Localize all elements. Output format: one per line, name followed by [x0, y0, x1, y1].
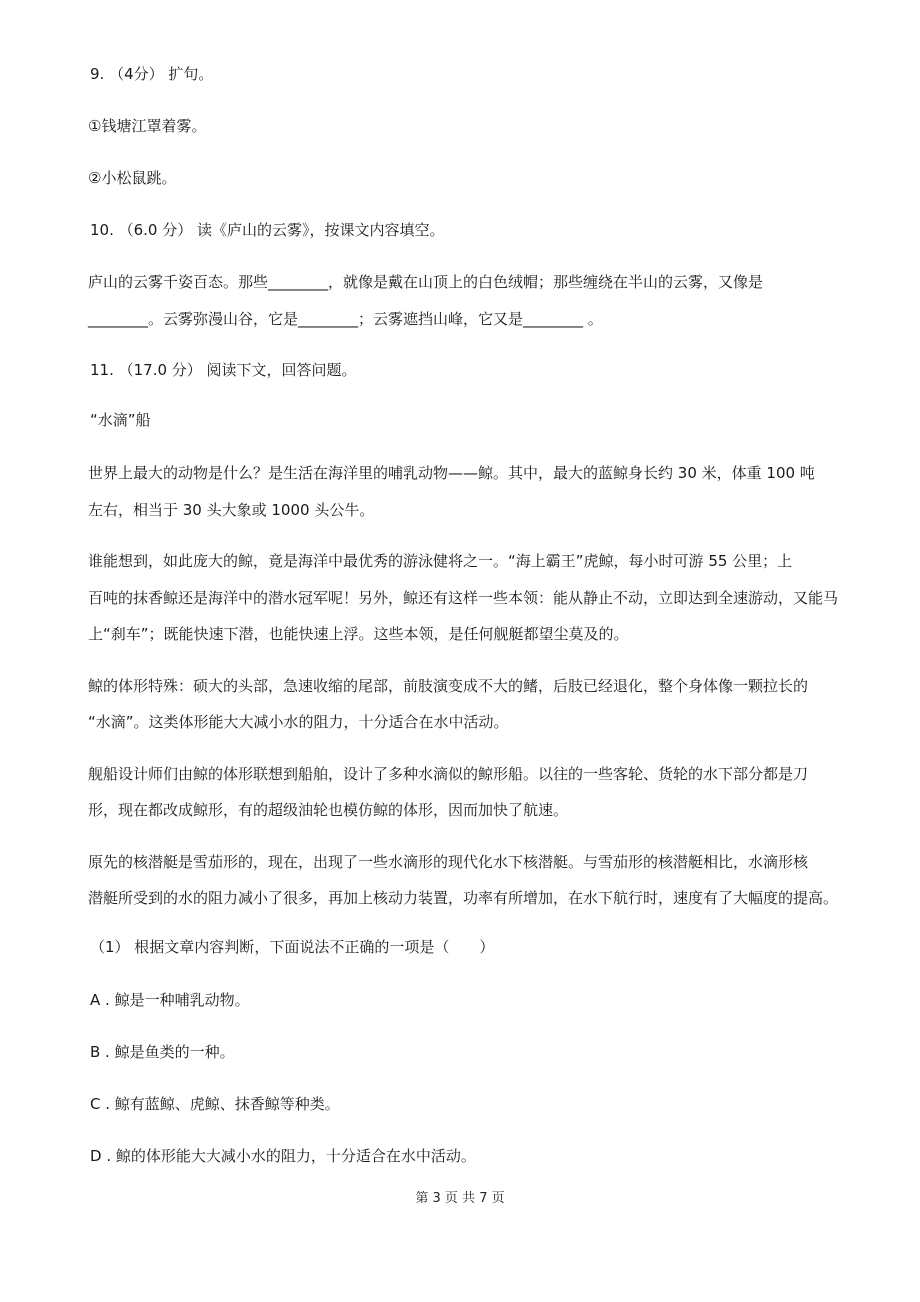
passage-p2-line-3: 上“刹车”；既能快速下潜，也能快速上浮。这些本领，是任何舰艇都望尘莫及的。 [88, 625, 629, 643]
passage-title: “水滴”船 [90, 411, 151, 429]
q10-text-line-2: ________。云雾弥漫山谷，它是________；云雾遮挡山峰，它又是________ 。 [88, 310, 603, 328]
passage-p4-line-2: 形，现在都改成鲸形，有的超级油轮也模仿鲸的体形，因而加快了航速。 [88, 801, 569, 819]
passage-p5-line-2: 潜艇所受到的水的阻力减小了很多，再加上核动力装置，功率有所增加，在水下航行时，速度有了大幅度的提高。 [88, 889, 839, 907]
option-b: B . 鲸是鱼类的一种。 [90, 1043, 235, 1061]
sub-question-1: （1） 根据文章内容判断，下面说法不正确的一项是（ ） [90, 938, 495, 956]
option-c: C . 鲸有蓝鲸、虎鲸、抹香鲸等种类。 [90, 1095, 340, 1113]
q10-text-line-1: 庐山的云雾千姿百态。那些________，就像是戴在山顶上的白色绒帽；那些缠绕在半山的云雾，又像是 [88, 273, 764, 291]
passage-p4-line-1: 舰船设计师们由鲸的体形联想到船舶，设计了多种水滴似的鲸形船。以往的一些客轮、货轮的水下部分都是刀 [88, 765, 809, 783]
q9-item-2: ②小松鼠跳。 [88, 169, 177, 187]
passage-p2-line-2: 百吨的抹香鲸还是海洋中的潜水冠军呢！另外，鲸还有这样一些本领：能从静止不动，立即达到全速游动，又能马 [88, 589, 839, 607]
q9-title: 9. （4分） 扩句。 [90, 65, 214, 83]
passage-p2-line-1: 谁能想到，如此庞大的鲸，竟是海洋中最优秀的游泳健将之一。“海上霸王”虎鲸，每小时可游 55 公里；上 [88, 552, 793, 570]
passage-p1-line-1: 世界上最大的动物是什么？是生活在海洋里的哺乳动物——鲸。其中，最大的蓝鲸身长约 30 米，体重 100 吨 [88, 464, 815, 482]
page-number: 第 3 页 共 7 页 [415, 1191, 505, 1206]
passage-p3-line-1: 鲸的体形特殊：硕大的头部，急速收缩的尾部，前肢演变成不大的鳍，后肢已经退化，整个身体像一颗拉长的 [88, 677, 809, 695]
q11-title: 11. （17.0 分） 阅读下文，回答问题。 [90, 361, 357, 379]
passage-p3-line-2: “水滴”。这类体形能大大减小水的阻力，十分适合在水中活动。 [88, 713, 509, 731]
option-d: D . 鲸的体形能大大减小水的阻力，十分适合在水中活动。 [90, 1147, 476, 1165]
q9-item-1: ①钱塘江罩着雾。 [88, 117, 207, 135]
passage-p1-line-2: 左右，相当于 30 头大象或 1000 头公牛。 [88, 501, 375, 519]
option-a: A . 鲸是一种哺乳动物。 [90, 991, 250, 1009]
q10-title: 10. （6.0 分） 读《庐山的云雾》，按课文内容填空。 [90, 221, 445, 239]
passage-p5-line-1: 原先的核潜艇是雪茄形的，现在，出现了一些水滴形的现代化水下核潜艇。与雪茄形的核潜艇相比，水滴形核 [88, 853, 809, 871]
